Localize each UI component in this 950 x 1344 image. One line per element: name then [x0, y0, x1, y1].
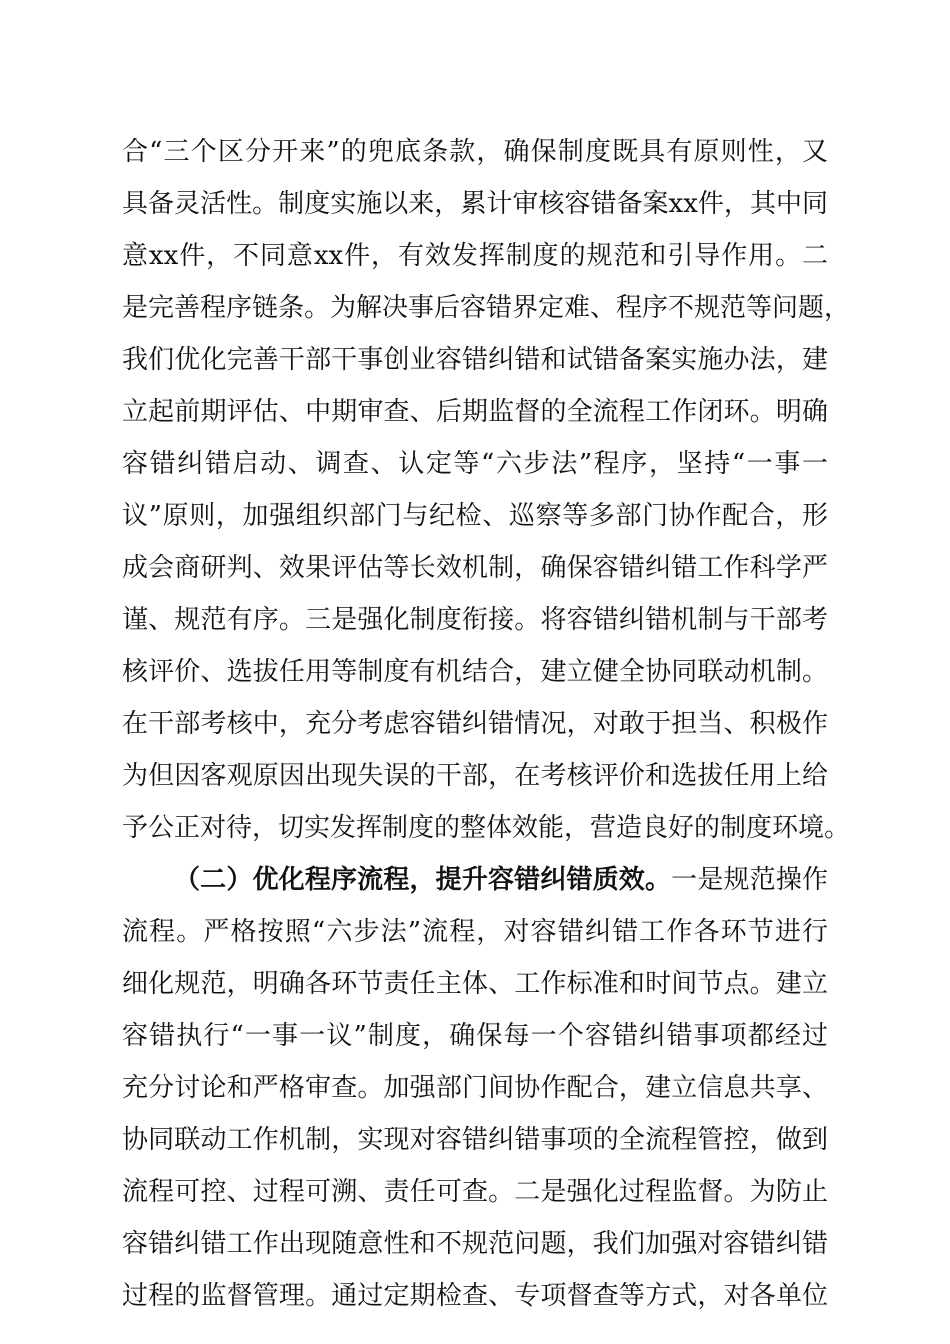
text-line-21: 流程可控、过程可溯、责任可查。二是强化过程监督。为防止 — [122, 1177, 828, 1207]
text-line-18: 容错执行“一事一议”制度，确保每一个容错纠错事项都经过 — [122, 1021, 828, 1051]
text-line-1: 合“三个区分开来”的兜底条款，确保制度既具有原则性，又 — [122, 137, 828, 167]
text-line-9: 成会商研判、效果评估等长效机制，确保容错纠错工作科学严 — [122, 553, 828, 583]
section-heading-rest: 一是规范操作 — [671, 865, 828, 895]
text-line-13: 为但因客观原因出现失误的干部，在考核评价和选拔任用上给 — [122, 761, 828, 791]
section-heading: （二）优化程序流程，提升容错纠错质效。 — [174, 865, 672, 895]
text-line-10: 谨、规范有序。三是强化制度衔接。将容错纠错机制与干部考 — [122, 605, 828, 635]
text-line-17: 细化规范，明确各环节责任主体、工作标准和时间节点。建立 — [122, 969, 828, 999]
text-line-14: 予公正对待，切实发挥制度的整体效能，营造良好的制度环境。 — [122, 813, 851, 843]
text-line-3: 意xx件，不同意xx件，有效发挥制度的规范和引导作用。二 — [122, 241, 828, 271]
text-line-16: 流程。严格按照“六步法”流程，对容错纠错工作各环节进行 — [122, 917, 828, 947]
text-line-5: 我们优化完善干部干事创业容错纠错和试错备案实施办法，建 — [122, 345, 828, 375]
text-line-23: 过程的监督管理。通过定期检查、专项督查等方式，对各单位 — [122, 1281, 828, 1311]
text-line-6: 立起前期评估、中期审查、后期监督的全流程工作闭环。明确 — [122, 397, 828, 427]
text-line-19: 充分讨论和严格审查。加强部门间协作配合，建立信息共享、 — [122, 1073, 828, 1103]
text-line-8: 议”原则，加强组织部门与纪检、巡察等多部门协作配合，形 — [122, 501, 828, 531]
text-line-22: 容错纠错工作出现随意性和不规范问题，我们加强对容错纠错 — [122, 1229, 828, 1259]
text-line-7: 容错纠错启动、调查、认定等“六步法”程序，坚持“一事一 — [122, 449, 828, 479]
text-line-4: 是完善程序链条。为解决事后容错界定难、程序不规范等问题， — [122, 293, 851, 323]
section-heading-line — [174, 855, 828, 905]
text-line-20: 协同联动工作机制，实现对容错纠错事项的全流程管控，做到 — [122, 1125, 828, 1155]
text-line-2: 具备灵活性。制度实施以来，累计审核容错备案xx件，其中同 — [122, 189, 828, 219]
text-line-11: 核评价、选拔任用等制度有机结合，建立健全协同联动机制。 — [122, 657, 828, 687]
text-line-12: 在干部考核中，充分考虑容错纠错情况，对敢于担当、积极作 — [122, 709, 828, 739]
